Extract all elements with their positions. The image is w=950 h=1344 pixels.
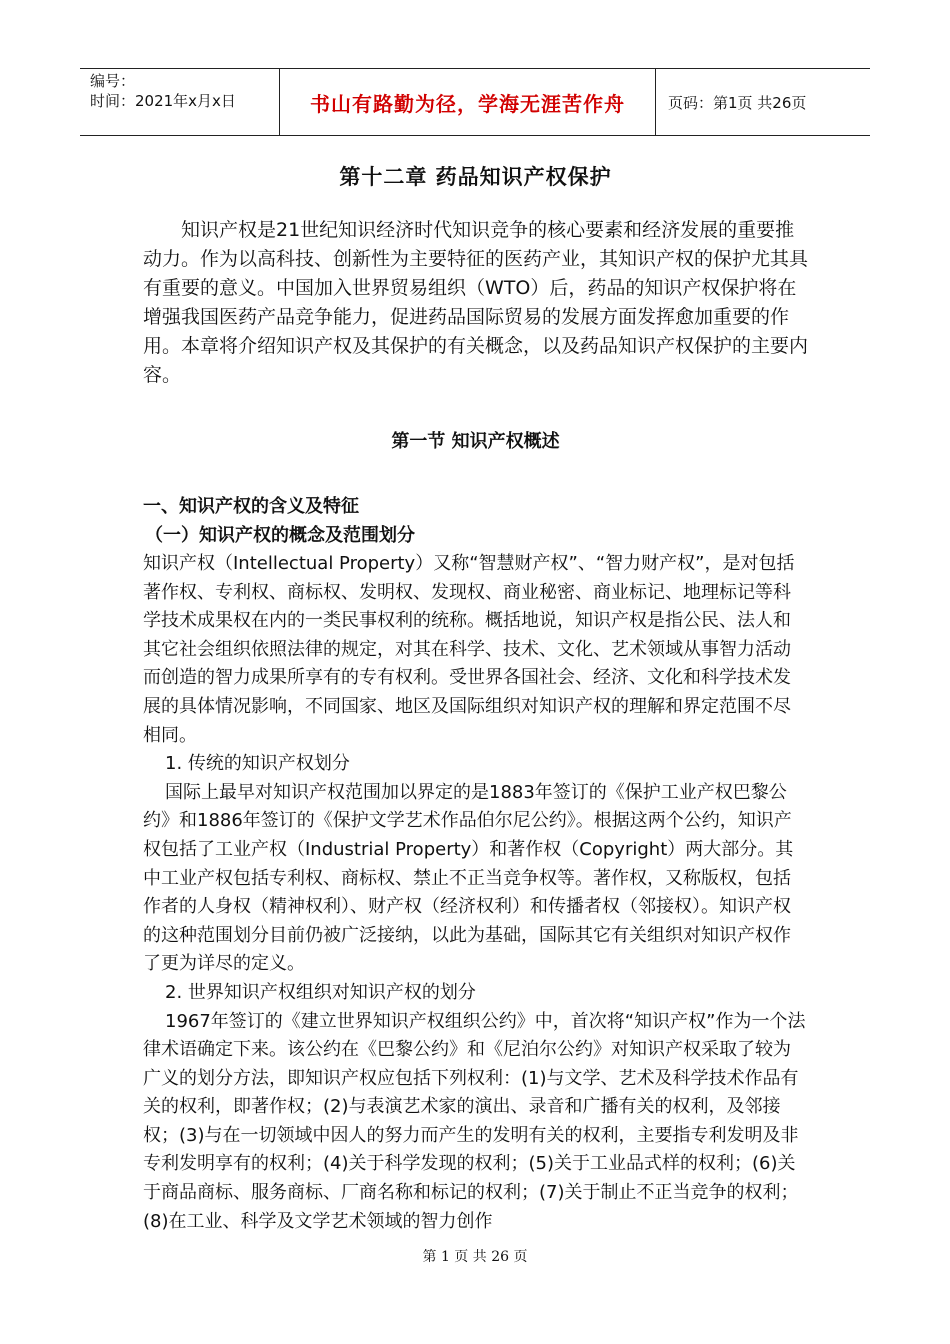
header-page-info: 页码：第1页 共26页 <box>668 93 807 112</box>
section-title: 第一节 知识产权概述 <box>391 431 560 452</box>
heading-definition-features: 一、知识产权的含义及特征 <box>143 496 359 517</box>
subheading-traditional: 1. 传统的知识产权划分 <box>165 753 350 775</box>
traditional-paragraph: 国际上最早对知识产权范围加以界定的是1883年签订的《保护工业产权巴黎公约》和1886年签订的《保护文学艺术作品伯尔尼公约》。根据这两个公约，知识产权包括了工业产权（Industrial Property）和著作权（Copyright）两大部分。其中工业产权包括专利权、商标权、禁止不正当竞争权等。著作权，又称版权，包括作者的人身权（精神权利）、财产权（经济权利）和传播者权（邻接权）。知识产权的这种范围划分目前仍被广泛接纳，以此为基础，国际其它有关组织对知识产权作了更为详尽的定义。 <box>143 781 794 975</box>
page-footer: 第 1 页 共 26 页 <box>422 1249 528 1265</box>
header-motto: 书山有路勤为径，学海无涯苦作舟 <box>280 69 656 135</box>
document-body <box>143 162 808 1236</box>
header-meta <box>80 69 280 135</box>
document-number-label: 编号： <box>90 72 136 90</box>
document-date: 时间：2021年x月x日 <box>90 92 236 110</box>
subheading-wipo: 2. 世界知识产权组织对知识产权的划分 <box>165 981 476 1003</box>
definition-paragraph: 知识产权（Intellectual Property）又称“智慧财产权”、“智力财产权”，是对包括著作权、专利权、商标权、发明权、发现权、商业秘密、商业标记、地理标记等科学技术成果权在内的一类民事权利的统称。概括地说，知识产权是指公民、法人和其它社会组织依照法律的规定，对其在科学、技术、文化、艺术领域从事智力活动而创造的智力成果所享有的专有权利。受世界各国社会、经济、文化和科学技术发展的具体情况影响，不同国家、地区及国际组织对知识产权的理解和界定范围不尽相同。 <box>143 553 795 746</box>
page-header <box>80 68 870 136</box>
intro-paragraph: 知识产权是21世纪知识经济时代知识竞争的核心要素和经济发展的重要推动力。作为以高科技、创新性为主要特征的医药产业，其知识产权的保护尤其具有重要的意义。中国加入世界贸易组织（WTO）后，药品的知识产权保护将在增强我国医药产品竞争能力，促进药品国际贸易的发展方面发挥愈加重要的作用。本章将介绍知识产权及其保护的有关概念，以及药品知识产权保护的主要内容。 <box>143 219 809 386</box>
wipo-paragraph: 1967年签订的《建立世界知识产权组织公约》中，首次将“知识产权”作为一个法律术语确定下来。该公约在《巴黎公约》和《尼泊尔公约》对知识产权采取了较为广义的划分方法，即知识产权应包括下列权利：(1)与文学、艺术及科学技术作品有关的权利，即著作权；(2)与表演艺术家的演出、录音和广播有关的权利，及邻接权；(3)与在一切领域中因人的努力而产生的发明有关的权利，主要指专利发明及非专利发明享有的权利；(4)关于科学发现的权利；(5)关于工业品式样的权利；(6)关于商品商标、服务商标、厂商名称和标记的权利；(7)关于制止不正当竞争的权利；(8)在工业、科学及文学艺术领域的智力创作 <box>143 1010 806 1232</box>
chapter-title: 第十二章 药品知识产权保护 <box>339 165 612 189</box>
heading-concept-scope: （一）知识产权的概念及范围划分 <box>145 525 415 546</box>
